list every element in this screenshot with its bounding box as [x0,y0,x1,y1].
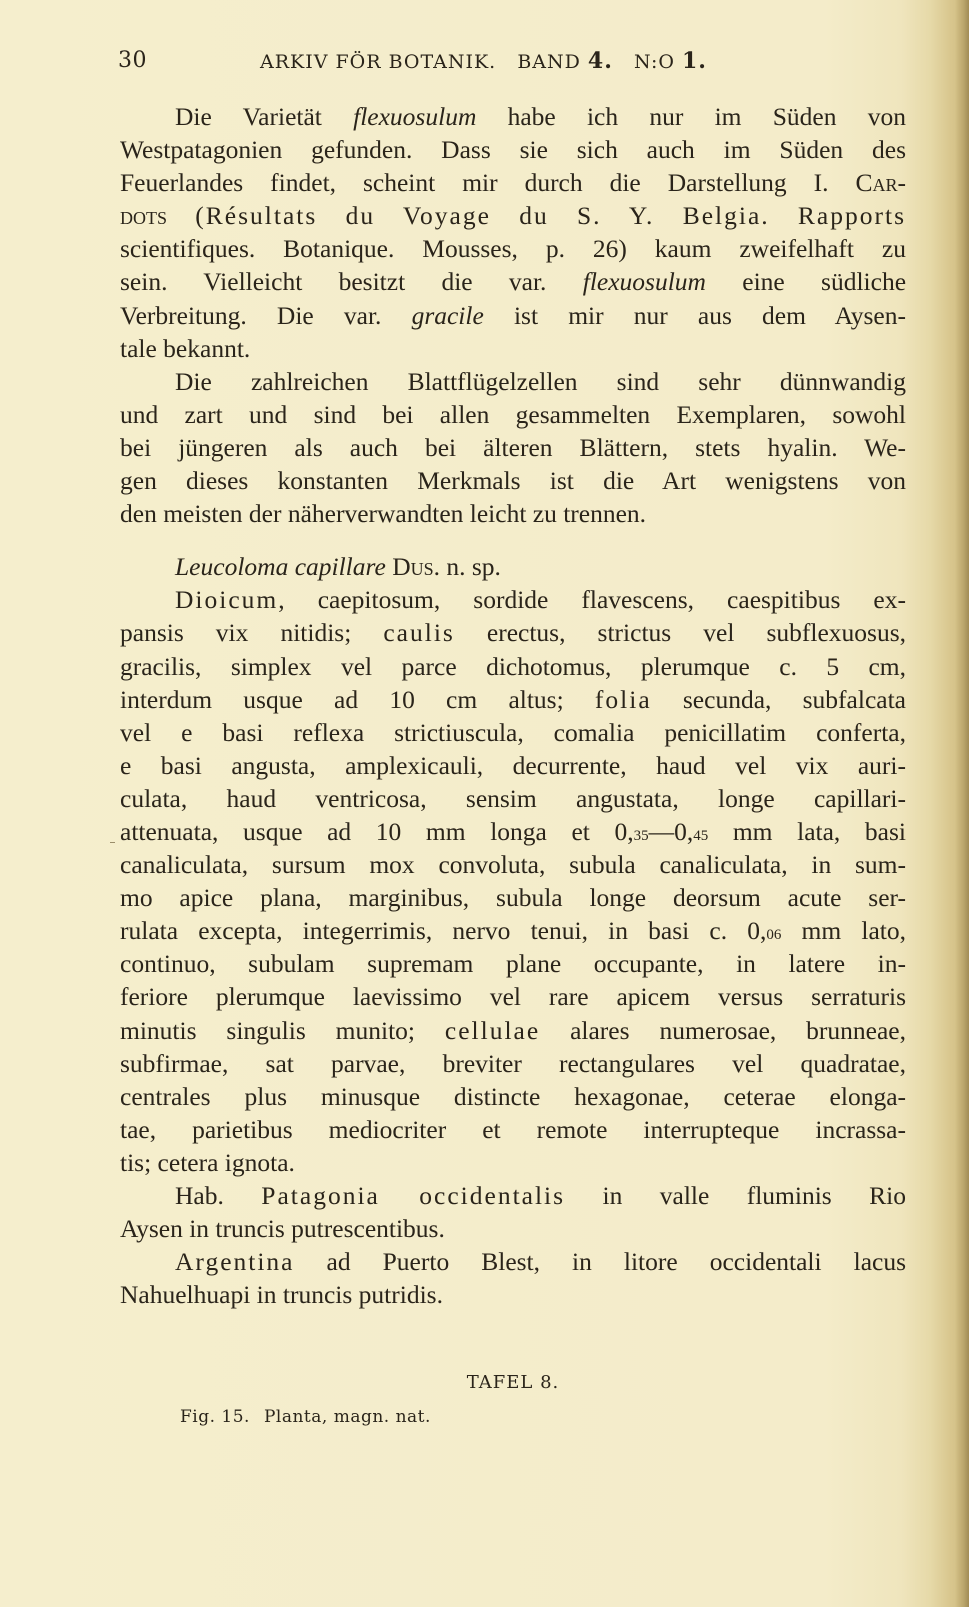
text-line: pansis vix nitidis; caulis erectus, strictus vel subflexuosus, [120,618,907,648]
taxon-italic: gracile [411,300,484,330]
text-line: tae, parietibus mediocriter et remote interrupteque incrassa- [120,1114,906,1144]
text-line: rulata excepta, integerrimis, nervo tenui, in basi c. 0,06 mm lato, [120,916,906,946]
text-line: continuo, subulam supremam plane occupante, in latere in- [120,949,906,979]
text-line: bei jüngeren als auch bei älteren Blättern, stets hyalin. We- [120,432,906,462]
journal-name: ARKIV FÖR BOTANIK. [260,51,497,73]
text-line: tale bekannt. [120,333,251,363]
page-edge-shadow [955,0,969,1607]
text-line: subfirmae, sat parvae, breviter rectangulares vel quadratae, [120,1048,906,1078]
paragraph-varietat [120,100,906,365]
running-header [118,48,908,78]
journal-title [260,48,707,74]
figure-caption-text: Planta, magn. nat. [263,1407,431,1427]
page-number: 30 [118,48,147,73]
text-line: Dioicum, caepitosum, sordide flavescens, caespitibus ex- [175,585,906,615]
species-author: Dus. [392,552,440,582]
text-line: gracilis, simplex vel parce dichotomus, plerumque c. 5 cm, [120,651,906,681]
text-line: e basi angusta, amplexicauli, decurrente, haud vel vix auri- [120,750,906,780]
body-text [120,100,906,1311]
text-line: Nahuelhuapi in truncis putridis. [120,1280,443,1310]
band-label: BAND [517,51,581,73]
text-line: sein. Vielleicht besitzt die var. flexuosulum eine südliche [120,267,907,297]
figure-caption [180,1407,431,1427]
issue-label: N:O [634,51,675,73]
text-line: Die zahlreichen Blattflügelzellen sind sehr dünnwandig [175,366,906,396]
text-line: feriore plerumque laevissimo vel rare apicem versus serraturis [120,982,906,1012]
band-number: 4. [587,48,613,74]
text-line: Feuerlandes findet, scheint mir durch die Darstellung I. Car- [120,168,906,198]
text-line: gen dieses konstanten Merkmals ist die Art wenigstens von [120,466,906,496]
author-smallcaps: Car- [855,168,906,198]
plate-title: TAFEL 8. [466,1372,560,1393]
taxon-italic: flexuosulum [582,267,706,297]
text-line: mo apice plana, marginibus, subula longe deorsum acute ser- [120,883,906,913]
text-line: interdum usque ad 10 cm altus; folia secunda, subfalcata [120,684,906,714]
text-line: Argentina ad Puerto Blest, in litore occidentali lacus [175,1247,906,1277]
taxon-italic: flexuosulum [353,102,477,131]
text-line: vel e basi reflexa strictiuscula, comalia penicillatim conferta, [120,717,906,747]
species-status: n. sp. [440,552,501,582]
paragraph-blattfluegelzellen [120,365,906,530]
text-line: culata, haud ventricosa, sensim angustata, longe capillari- [120,783,906,813]
text-line: den meisten der näherverwandten leicht zu trennen. [120,499,647,529]
issue-number: 1. [682,48,707,74]
text-line: minutis singulis munito; cellulae alares numerosae, brunneae, [120,1015,906,1045]
margin-mark [110,842,115,843]
text-line: Hab. Patagonia occidentalis in valle fluminis Rio [175,1181,906,1210]
section-gap [120,530,906,550]
text-line: Westpatagonien gefunden. Dass sie sich auch im Süden des [120,135,906,165]
species-heading [120,550,906,583]
text-line: und zart und sind bei allen gesammelten Exemplaren, sowohl [120,399,906,429]
author-smallcaps: dots [120,201,168,231]
latin-diagnosis [120,583,906,1179]
text-line: Die Varietät flexuosulum habe ich nur im Süden von [175,102,906,131]
figure-label: Fig. 15. [180,1407,250,1427]
text-line: dots (Résultats du Voyage du S. Y. Belgia. Rapports [120,201,906,231]
text-line: centrales plus minusque distincte hexagonae, ceterae elonga- [120,1081,906,1111]
text-line: Verbreitung. Die var. gracile ist mir nur aus dem Aysen- [120,300,906,330]
text-line: tis; cetera ignota. [120,1147,295,1177]
text-line: canaliculata, sursum mox convoluta, subula canaliculata, in sum- [120,850,906,880]
species-name: Leucoloma capillare [175,552,386,582]
text-line: attenuata, usque ad 10 mm longa et 0,35—0,45 mm lata, basi [120,816,906,846]
text-line: scientifiques. Botanique. Mousses, p. 26) kaum zweifelhaft zu [120,234,906,264]
text-line: Aysen in truncis putrescentibus. [120,1214,445,1244]
habitat-paragraph [120,1179,906,1311]
